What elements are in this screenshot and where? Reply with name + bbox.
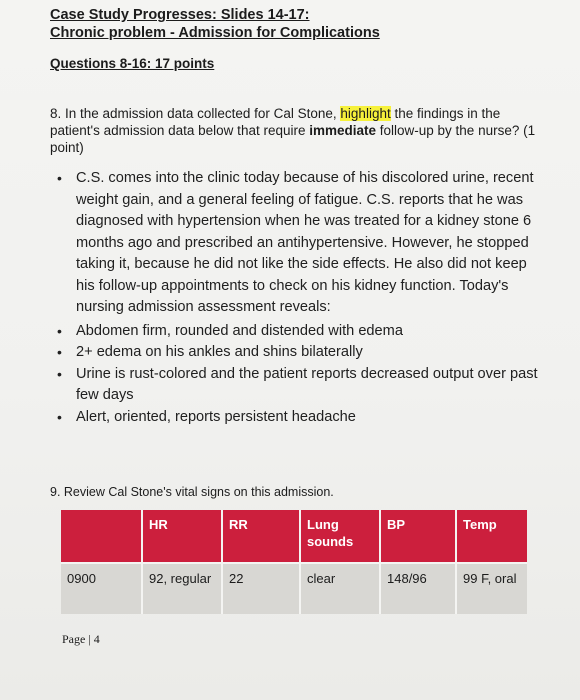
question-8 (50, 105, 540, 156)
list-item-text: Urine is rust-colored and the patient reports decreased output over past few days (76, 365, 538, 403)
table-row (61, 563, 527, 614)
header-line-1: Case Study Progresses: Slides 14-17: (50, 7, 310, 23)
bullet-icon: • (57, 344, 62, 360)
list-item-text: 2+ edema on his ankles and shins bilaterally (76, 344, 363, 360)
cell-hr: 92, regular (142, 563, 222, 614)
list-item-text: Alert, oriented, reports persistent headache (76, 408, 356, 425)
vital-signs-table (61, 510, 527, 614)
bullet-icon: • (57, 408, 62, 425)
question-9: 9. Review Cal Stone's vital signs on this admission. (50, 485, 334, 499)
list-item (58, 321, 538, 343)
q8-text-after: follow-up by the nurse? (1 point) (50, 123, 536, 155)
bullet-icon: • (57, 322, 62, 339)
header-cell-temp: Temp (456, 510, 527, 563)
header-cell-rr: RR (222, 510, 300, 563)
list-item (58, 342, 538, 364)
list-item-text: Abdomen firm, rounded and distended with edema (76, 322, 403, 339)
cell-lung-sounds: clear (300, 563, 380, 614)
header-cell-bp: BP (380, 510, 456, 563)
cell-bp: 148/96 (380, 563, 456, 614)
q8-highlight-word: highlight (340, 106, 391, 121)
bullet-icon: • (57, 170, 62, 186)
header-line-2: Chronic problem - Admission for Complications (50, 25, 380, 41)
cell-temp: 99 F, oral (456, 563, 527, 614)
list-item (58, 364, 538, 407)
list-item-text: C.S. comes into the clinic today because of his discolored urine, recent weight gain, and a general feeling of fatigue. C.S. reports that he was diagnosed with hypertension when he was treated for a kidney stone 6 months ago and prescribed an antihypertensive. However, he stopped taking it, because he did not like the side effects. He also did not keep his follow-up appointments to check on his kidney function. Today's nursing admission assessment reveals: (76, 170, 534, 315)
questions-heading: Questions 8-16: 17 points (50, 56, 215, 71)
q8-text-middle: the findings in the patient's admission data below that require (50, 106, 501, 138)
q8-bold-word: immediate (309, 123, 377, 138)
q8-text-before: 8. In the admission data collected for Cal Stone, (50, 106, 341, 121)
header-cell-lung-sounds: Lung sounds (300, 510, 380, 563)
header-cell-time (61, 510, 142, 563)
header-cell-hr: HR (142, 510, 222, 563)
admission-findings-list (58, 168, 538, 428)
table-header-row (61, 510, 527, 563)
list-item (58, 407, 538, 429)
page-header (50, 6, 380, 42)
list-item (58, 168, 538, 319)
bullet-icon: • (57, 365, 62, 382)
page-number: Page | 4 (62, 632, 100, 646)
cell-time: 0900 (61, 563, 142, 614)
cell-rr: 22 (222, 563, 300, 614)
